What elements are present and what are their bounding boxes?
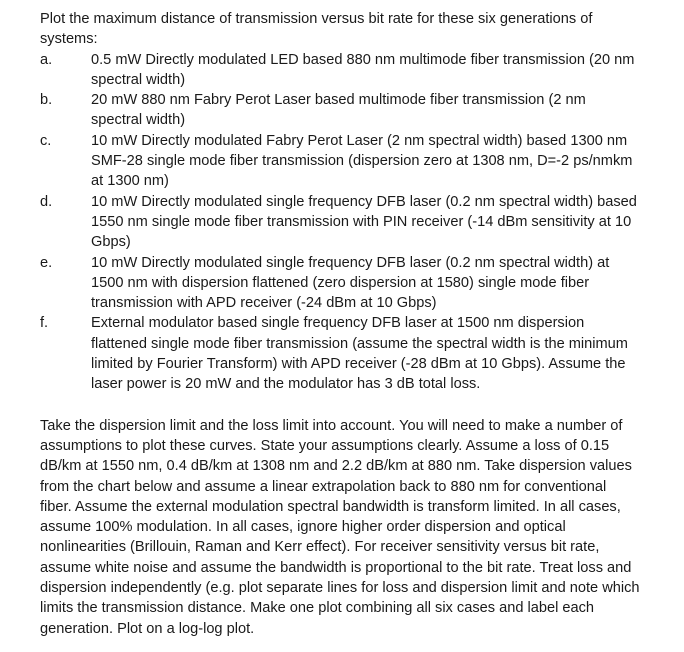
list-item — [40, 313, 640, 394]
list-item-text: 10 mW Directly modulated Fabry Perot Laser (2 nm spectral width) based 1300 nm SMF-28 single mode fiber transmission (dispersion zero at 1308 nm, D=-2 ps/nmkm at 1300 nm) — [91, 132, 633, 190]
list-item — [40, 90, 640, 131]
list-item — [40, 131, 640, 192]
instructions-paragraph: Take the dispersion limit and the loss limit into account. You will need to make a number of assumptions to plot these curves. State your assumptions clearly. Assume a loss of 0.15 dB/km at 1550 nm, 0.4 dB/km at 1308 nm and 2.2 dB/km at 880 nm. Take dispersion values from the chart below and assume a linear extrapolation back to 880 nm for conventional fiber. Assume the external modulation spectral bandwidth is transform limited. In all cases, assume 100% modulation. In all cases, ignore higher order dispersion and optical nonlinearities (Brillouin, Raman and Kerr effect). For receiver sensitivity versus bit rate, assume white noise and assume the bandwidth is proportional to the bit rate. Treat loss and dispersion independently (e.g. plot separate lines for loss and dispersion limit and note which limits the transmission distance. Make one plot combining all six cases and label each generation. Plot on a log-log plot. — [40, 417, 640, 637]
list-marker: e. — [40, 254, 53, 271]
list-item — [40, 50, 640, 91]
list-item-text: 10 mW Directly modulated single frequency DFB laser (0.2 nm spectral width) based 1550 nm single mode fiber transmission with PIN receiver (-14 dBm sensitivity at 10 Gbps) — [91, 193, 637, 251]
systems-list — [40, 50, 640, 395]
list-marker: b. — [40, 92, 53, 109]
list-marker: d. — [40, 193, 53, 210]
list-item-text: 10 mW Directly modulated single frequency DFB laser (0.2 nm spectral width) at 1500 nm with dispersion flattened (zero dispersion at 1580) single mode fiber transmission with APD receiver (-24 dBm at 10 Gbps) — [91, 254, 610, 312]
list-marker: f. — [40, 315, 49, 332]
list-marker: a. — [40, 51, 53, 68]
list-item-text: External modulator based single frequency DFB laser at 1500 nm dispersion flattened single mode fiber transmission (assume the spectral width is the minimum limited by Fourier Transform) with APD receiver (-28 dBm at 10 Gbps). Assume the laser power is 20 mW and the modulator has 3 dB total loss. — [91, 315, 628, 393]
list-item — [40, 192, 640, 253]
intro-text: Plot the maximum distance of transmission versus bit rate for these six generations of systems: — [40, 11, 593, 48]
document-page — [40, 9, 640, 639]
list-marker: c. — [40, 132, 52, 149]
list-item-text: 0.5 mW Directly modulated LED based 880 nm multimode fiber transmission (20 nm spectral width) — [91, 51, 635, 88]
list-item — [40, 253, 640, 314]
list-item-text: 20 mW 880 nm Fabry Perot Laser based multimode fiber transmission (2 nm spectral width) — [91, 92, 586, 129]
